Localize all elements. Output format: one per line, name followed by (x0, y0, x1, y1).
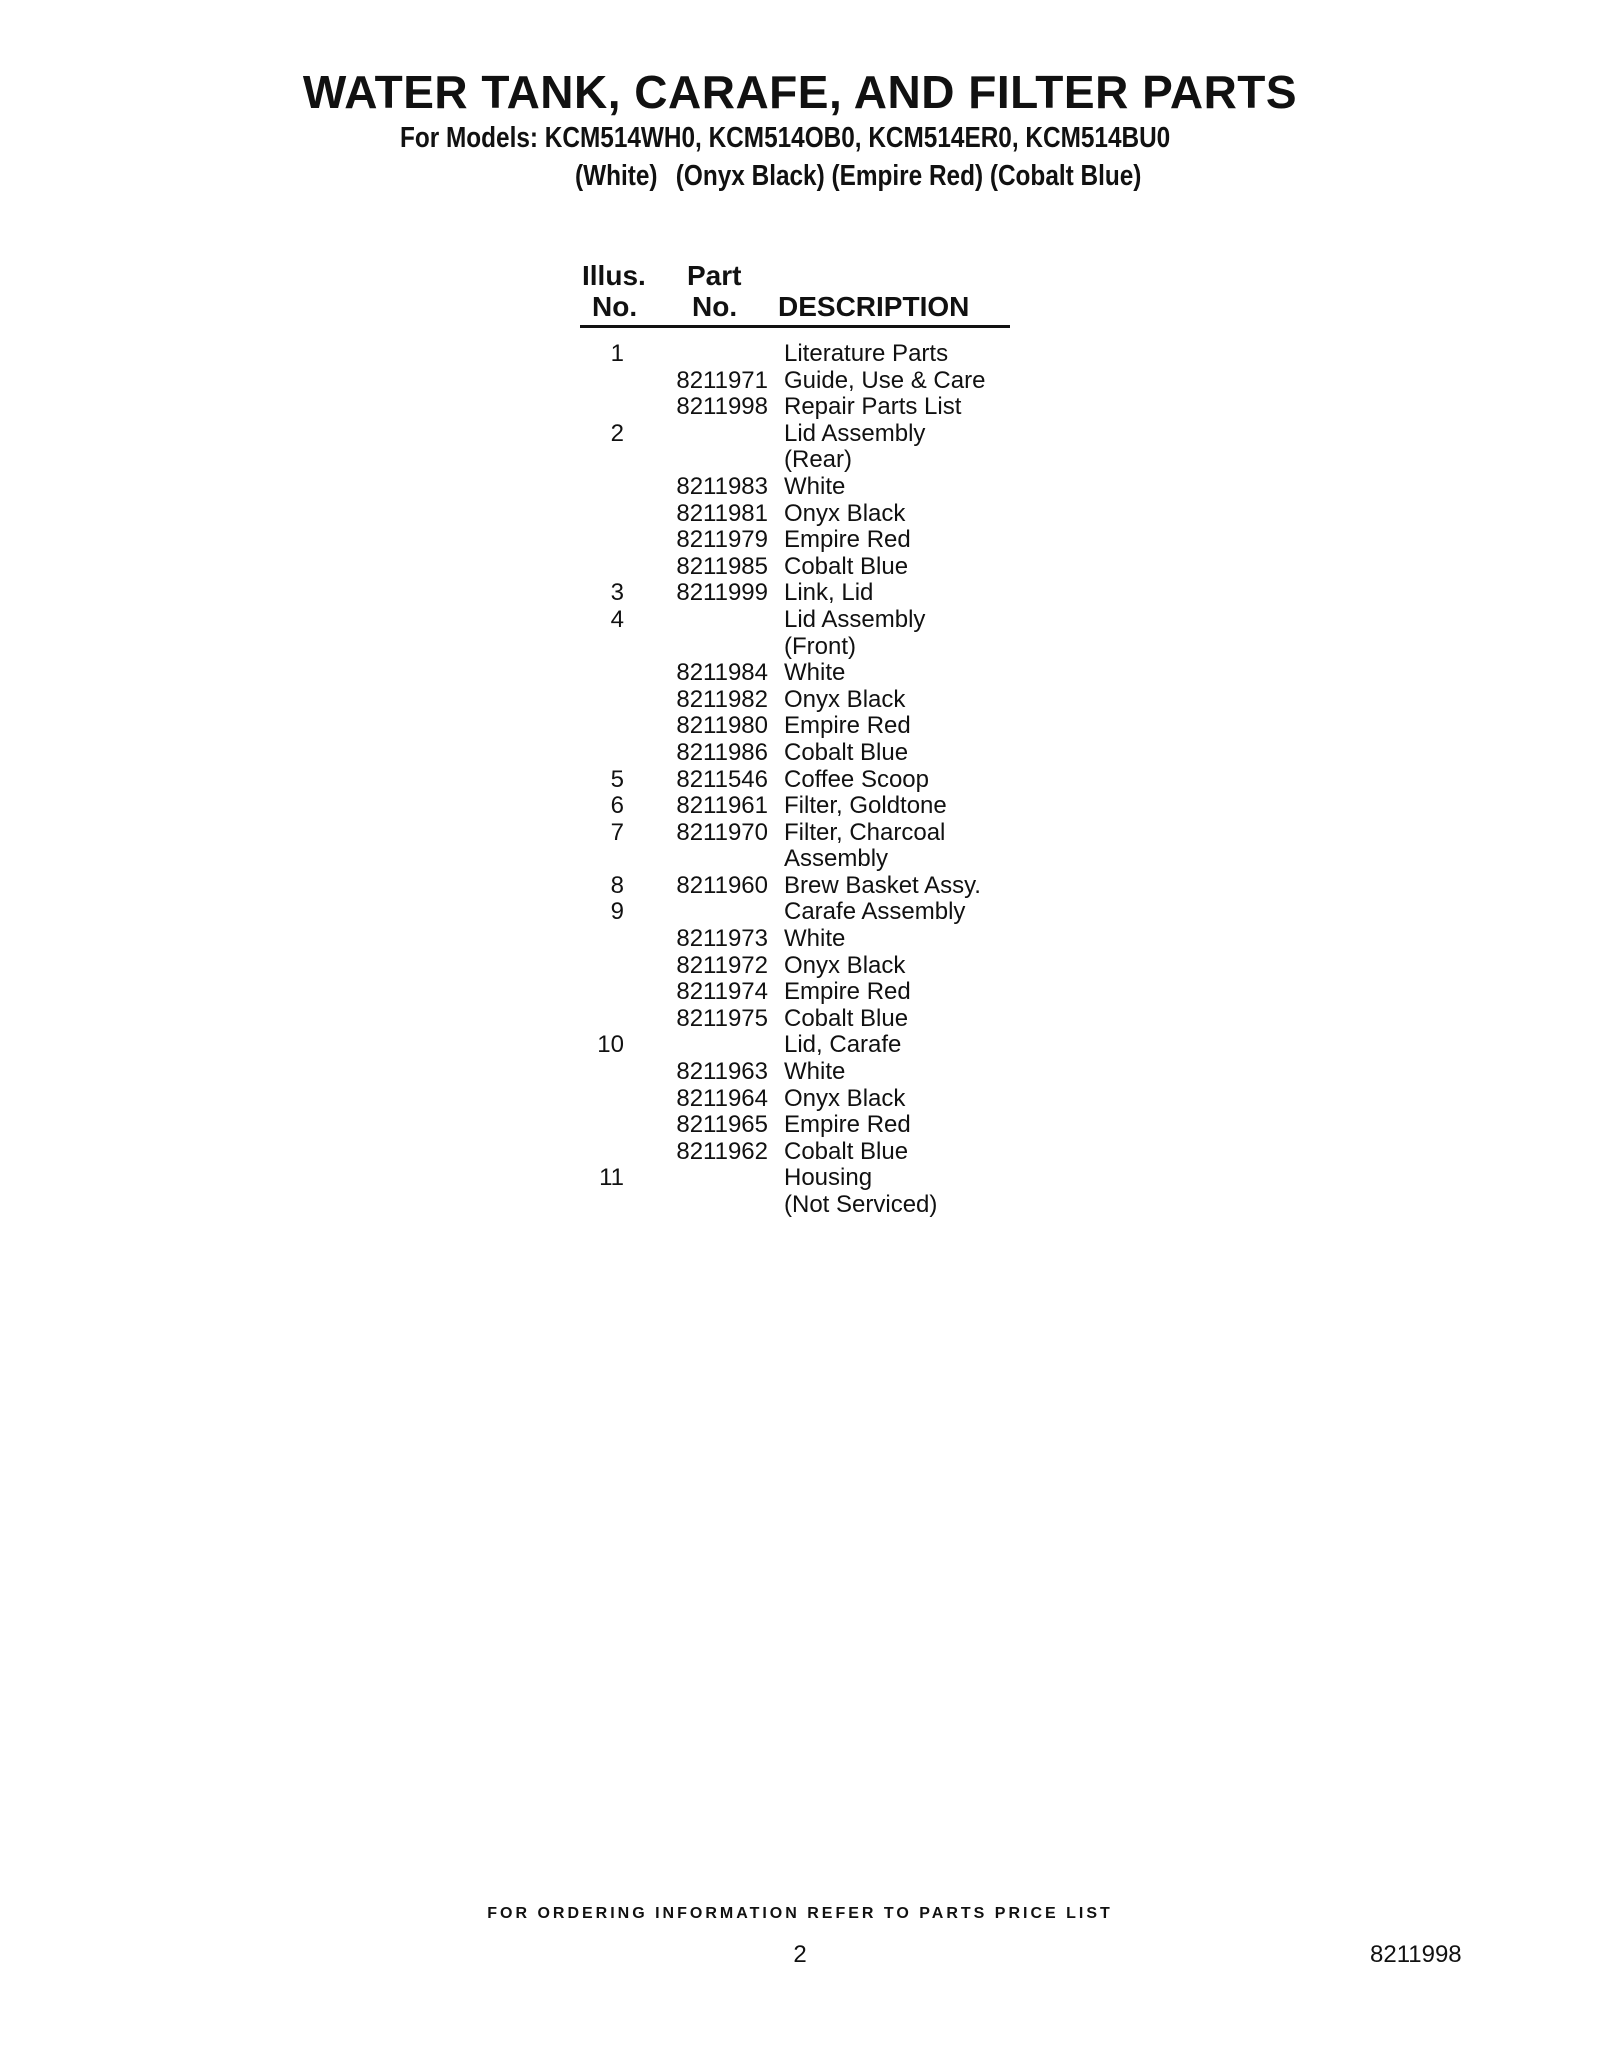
description: (Front) (784, 632, 856, 660)
part-no: 8211985 (676, 552, 768, 580)
table-row (0, 527, 1600, 554)
page-title: WATER TANK, CARAFE, AND FILTER PARTS (302, 66, 1298, 118)
illus-no: 4 (610, 605, 624, 633)
description: Brew Basket Assy. (784, 871, 981, 899)
description: (Rear) (784, 446, 853, 474)
part-no: 8211975 (676, 1004, 768, 1032)
table-row (0, 394, 1600, 421)
part-no: 8211963 (676, 1058, 768, 1086)
description: White (784, 472, 846, 500)
table-row (0, 1165, 1600, 1192)
part-no: 8211998 (676, 393, 768, 421)
table-row (0, 926, 1600, 953)
table-row (0, 740, 1600, 767)
illus-no: 2 (610, 419, 624, 447)
part-no: 8211961 (676, 792, 768, 820)
description: Coffee Scoop (784, 765, 929, 793)
part-no: 8211962 (676, 1137, 768, 1165)
part-no: 8211981 (676, 499, 768, 527)
table-row (0, 474, 1600, 501)
description: Lid Assembly (784, 605, 926, 633)
description: Cobalt Blue (784, 1137, 909, 1165)
part-no: 8211546 (676, 765, 768, 793)
part-no: 8211972 (676, 951, 768, 979)
table-row (0, 820, 1600, 847)
table-row (0, 1086, 1600, 1113)
description: Assembly (784, 845, 889, 873)
part-no: 8211980 (676, 712, 768, 740)
illus-no: 7 (610, 818, 624, 846)
table-row (0, 953, 1600, 980)
part-no: 8211964 (676, 1084, 768, 1112)
description: Empire Red (784, 526, 911, 554)
ordering-note: FOR ORDERING INFORMATION REFER TO PARTS PRICE LIST (487, 1905, 1113, 1922)
models-line: For Models: KCM514WH0, KCM514OB0, KCM514ER0, KCM514BU0 (400, 122, 1171, 154)
illus-no: 6 (610, 792, 624, 820)
part-no: 8211960 (676, 871, 768, 899)
description: Onyx Black (784, 499, 906, 527)
part-no: 8211973 (676, 925, 768, 953)
description: Empire Red (784, 712, 911, 740)
illus-no: 9 (610, 898, 624, 926)
part-no: 8211999 (676, 579, 768, 607)
table-row (0, 501, 1600, 528)
table-row (0, 607, 1600, 634)
table-row (0, 1006, 1600, 1033)
header-part-bottom: No. (692, 291, 738, 322)
description: Cobalt Blue (784, 552, 909, 580)
table-row (0, 1059, 1600, 1086)
description: Onyx Black (784, 951, 906, 979)
description: Housing (784, 1164, 873, 1192)
table-row (0, 1192, 1600, 1219)
description: Guide, Use & Care (784, 366, 986, 394)
description: Cobalt Blue (784, 1004, 909, 1032)
description: Carafe Assembly (784, 898, 966, 926)
header-part-top: Part (687, 260, 742, 291)
parts-table-body (0, 341, 1600, 1219)
table-row (0, 447, 1600, 474)
description: Repair Parts List (784, 393, 962, 421)
table-row (0, 979, 1600, 1006)
description: (Not Serviced) (784, 1191, 938, 1218)
part-no: 8211974 (676, 978, 768, 1006)
table-row (0, 580, 1600, 607)
model-colors-line (575, 158, 1141, 194)
description: Lid, Carafe (784, 1031, 902, 1059)
table-row (0, 368, 1600, 395)
table-row (0, 873, 1600, 900)
description: Filter, Goldtone (784, 792, 947, 820)
description: Empire Red (784, 1111, 911, 1139)
table-row (0, 846, 1600, 873)
document-number: 8211998 (1370, 1941, 1462, 1968)
illus-no: 10 (597, 1031, 624, 1059)
part-no: 8211984 (676, 659, 768, 687)
header-rule (580, 325, 1010, 328)
illus-no: 8 (610, 871, 624, 899)
table-row (0, 660, 1600, 687)
description: Lid Assembly (784, 419, 926, 447)
color-other-labels: (Onyx Black) (Empire Red) (Cobalt Blue) (675, 160, 1142, 192)
part-no: 8211965 (676, 1111, 768, 1139)
table-row (0, 421, 1600, 448)
table-row (0, 554, 1600, 581)
table-row (0, 713, 1600, 740)
description: Empire Red (784, 978, 911, 1006)
part-no: 8211970 (676, 818, 768, 846)
part-no: 8211982 (676, 685, 768, 713)
part-no: 8211979 (676, 526, 768, 554)
illus-no: 3 (610, 579, 624, 607)
table-row (0, 899, 1600, 926)
part-no: 8211971 (676, 366, 768, 394)
illus-no: 1 (610, 340, 624, 367)
illus-no: 11 (599, 1164, 624, 1192)
table-row (0, 1112, 1600, 1139)
table-row (0, 767, 1600, 794)
description: Link, Lid (784, 579, 874, 607)
part-no: 8211983 (676, 472, 768, 500)
description: White (784, 925, 846, 953)
header-illus-bottom: No. (592, 291, 638, 322)
table-row (0, 793, 1600, 820)
illus-no: 5 (610, 765, 624, 793)
page-number: 2 (793, 1941, 807, 1968)
description: White (784, 659, 846, 687)
description: Cobalt Blue (784, 738, 909, 766)
description: Filter, Charcoal (784, 818, 946, 846)
description: Onyx Black (784, 1084, 906, 1112)
table-row (0, 1139, 1600, 1166)
table-row (0, 634, 1600, 661)
table-row (0, 341, 1600, 368)
description: White (784, 1058, 846, 1086)
part-no: 8211986 (676, 738, 768, 766)
table-row (0, 687, 1600, 714)
header-illus-top: Illus. (582, 260, 646, 291)
description: Onyx Black (784, 685, 906, 713)
description: Literature Parts (784, 340, 949, 367)
table-row (0, 1032, 1600, 1059)
header-description: DESCRIPTION (778, 291, 970, 322)
color-white-label: (White) (575, 160, 658, 192)
